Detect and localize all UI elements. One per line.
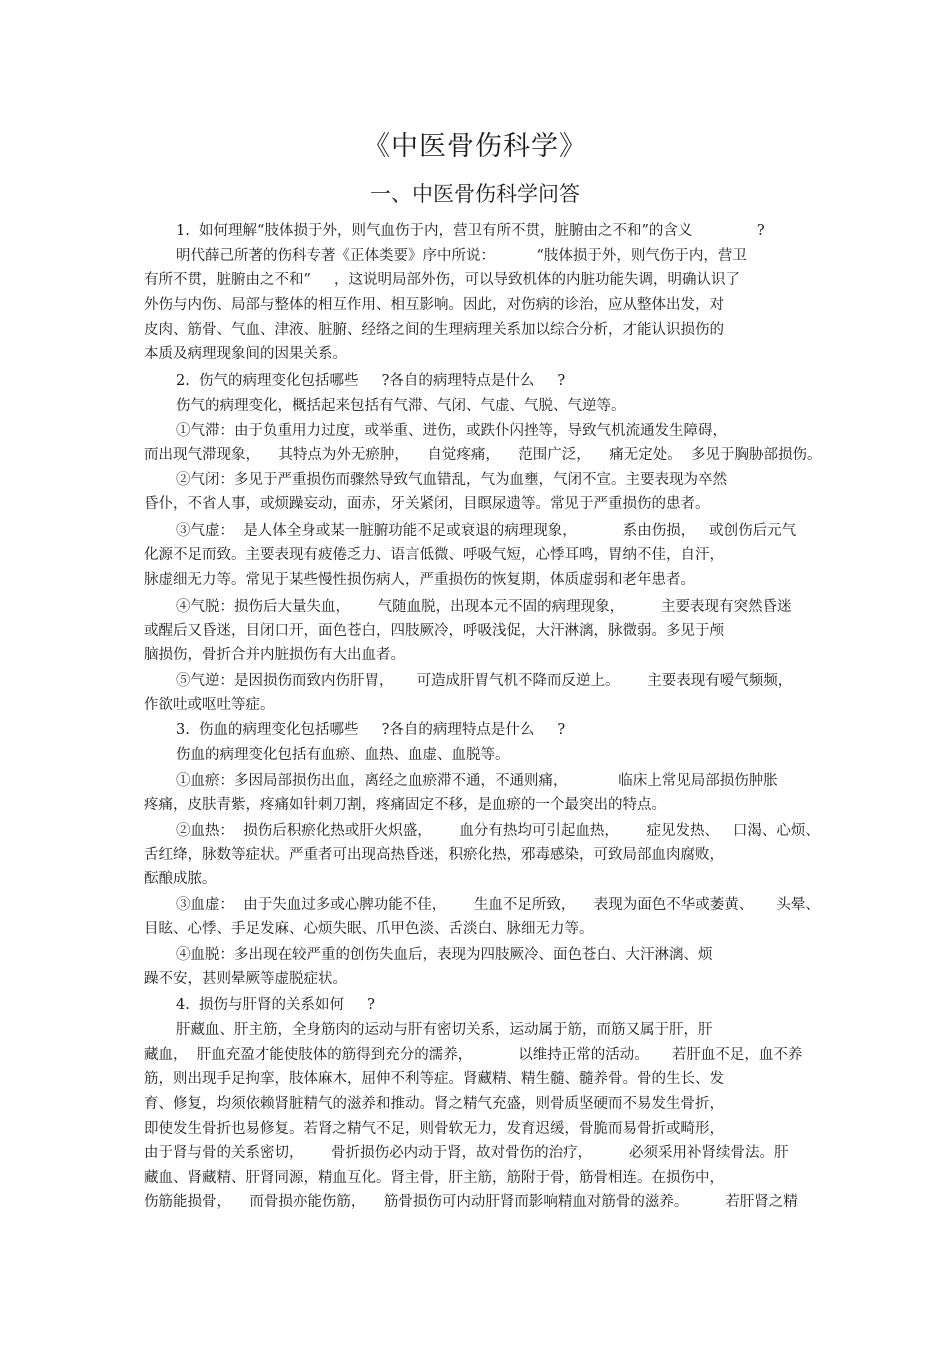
paragraph-line: ②气闭：多见于严重损伤而骤然导致气血错乱，气为血壅，气闭不宣。主要表现为卒然 xyxy=(176,472,727,488)
paragraph-line: 目眩、心悸、手足发麻、心烦失眠、爪甲色淡、舌淡白、脉细无力等。 xyxy=(144,921,594,937)
paragraph-line: 明代薛己所著的伤科专著《正体类要》序中所说： “肢体损于外，则气伤于内，营卫 xyxy=(176,248,747,264)
paragraph-line: 筋，则出现手足拘挛，肢体麻木，屈伸不利等症。肾藏精、精生髓、髓养骨。骨的生长、发 xyxy=(144,1071,724,1087)
paragraph-line: 脑损伤，骨折合并内脏损伤有大出血者。 xyxy=(144,647,405,663)
paragraph-line: 脉虚细无力等。常见于某些慢性损伤病人，严重损伤的恢复期，体质虚弱和老年患者。 xyxy=(144,572,695,588)
document-title: 《中医骨伤科学》 xyxy=(363,131,587,162)
paragraph-line: 或醒后又昏迷，目闭口开，面色苍白，四肢厥冷，呼吸浅促，大汗淋漓，脉微弱。多见于颅 xyxy=(144,623,724,639)
paragraph-line: 有所不贯，脏腑由之不和” ，这说明局部外伤，可以导致机体的内脏功能失调，明确认识了 xyxy=(144,272,740,288)
question-heading: 3. 伤血的病理变化包括哪些 ?各自的病理特点是什么 ? xyxy=(176,722,566,738)
paragraph-line: ④血脱：多出现在较严重的创伤失血后，表现为四肢厥冷、面色苍白、大汗淋漓、烦 xyxy=(176,947,713,963)
paragraph-line: 酝酿成脓。 xyxy=(144,871,217,887)
paragraph-line: ⑤气逆：是因损伤而致内伤肝胃， 可造成肝胃气机不降而反逆上。 主要表现有嗳气频频， xyxy=(176,673,793,689)
paragraph-line: 由于肾与骨的关系密切， 骨折损伤必内动于肾，故对骨伤的治疗， 必须采用补肾续骨法。肝 xyxy=(144,1145,789,1161)
paragraph-line: ③气虚： 是人体全身或某一脏腑功能不足或衰退的病理现象， 系由伤损， 或创伤后元气 xyxy=(176,523,797,539)
paragraph-line: 外伤与内伤、局部与整体的相互作用、相互影响。因此，对伤病的诊治，应从整体出发，对 xyxy=(144,297,724,313)
question-heading: 2. 伤气的病理变化包括哪些 ?各自的病理特点是什么 ? xyxy=(176,373,566,389)
paragraph-line: 化源不足而致。主要表现有疲倦乏力、语言低微、呼吸气短，心悸耳鸣，胃纳不佳，自汗， xyxy=(144,547,724,563)
paragraph-line: 藏血， 肝血充盈才能使肢体的筋得到充分的濡养， 以维持正常的活动。 若肝血不足，血不养 xyxy=(144,1047,803,1063)
paragraph-line: 伤筋能损骨， 而骨损亦能伤筋， 筋骨损伤可内动肝肾而影响精血对筋骨的滋养。 若肝肾之精 xyxy=(144,1194,798,1210)
paragraph-line: 皮肉、筋骨、气血、津液、脏腑、经络之间的生理病理关系加以综合分析，才能认识损伤的 xyxy=(144,322,724,338)
paragraph-line: 疼痛，皮肤青紫，疼痛如针刺刀割，疼痛固定不移，是血瘀的一个最突出的特点。 xyxy=(144,797,666,813)
paragraph-line: 即使发生骨折也易修复。若肾之精气不足，则骨软无力，发育迟缓，骨脆而易骨折或畸形， xyxy=(144,1121,724,1137)
paragraph-line: 昏仆，不省人事，或烦躁妄动，面赤，牙关紧闭，目瞑尿遗等。常见于严重损伤的患者。 xyxy=(144,496,710,512)
paragraph-line: 肝藏血、肝主筋，全身筋肉的运动与肝有密切关系，运动属于筋，而筋又属于肝，肝 xyxy=(176,1022,713,1038)
paragraph-line: 藏血、肾藏精、肝肾同源，精血互化。肾主骨，肝主筋，筋附于骨，筋骨相连。在损伤中， xyxy=(144,1170,724,1186)
question-heading: 4. 损伤与肝肾的关系如何 ? xyxy=(176,997,375,1013)
paragraph-line: ③血虚： 由于失血过多或心脾功能不佳， 生血不足所致， 表现为面色不华或萎黄、 头晕、 xyxy=(176,897,820,913)
paragraph-line: 伤血的病理变化包括有血瘀、血热、血虚、血脱等。 xyxy=(176,747,510,763)
paragraph-line: ①血瘀：多因局部损伤出血，离经之血瘀滞不通，不通则痛， 临床上常见局部损伤肿胀 xyxy=(176,773,778,789)
section-title: 一、中医骨伤科学问答 xyxy=(370,182,580,206)
paragraph-line: 1. 如何理解“肢体损于外，则气血伤于内，营卫有所不贯，脏腑由之不和”的含义 ? xyxy=(176,223,765,239)
paragraph-line: 伤气的病理变化，概括起来包括有气滞、气闭、气虚、气脱、气逆等。 xyxy=(176,398,626,414)
paragraph-line: ①气滞：由于负重用力过度，或举重、迸伤，或跌仆闪挫等，导致气机流通发生障碍， xyxy=(176,423,727,439)
paragraph-line: 育、修复，均须依赖肾脏精气的滋养和推动。肾之精气充盛，则骨质坚硬而不易发生骨折， xyxy=(144,1096,724,1112)
paragraph-line: ②血热： 损伤后积瘀化热或肝火炽盛， 血分有热均可引起血热， 症见发热、 口渴、心烦、 xyxy=(176,823,820,839)
paragraph-line: 躁不安，甚则晕厥等虚脱症状。 xyxy=(144,971,347,987)
paragraph-line: 作欲吐或呕吐等症。 xyxy=(144,697,275,713)
paragraph-line: ④气脱：损伤后大量失血， 气随血脱，出现本元不固的病理现象， 主要表现有突然昏迷 xyxy=(176,599,792,615)
paragraph-line: 而出现气滞现象， 其特点为外无瘀肿， 自觉疼痛， 范围广泛， 痛无定处。 多见于胸胁部损伤。 xyxy=(144,447,822,463)
paragraph-line: 本质及病理现象间的因果关系。 xyxy=(144,346,347,362)
paragraph-line: 舌红绛，脉数等症状。严重者可出现高热昏迷，积瘀化热，邪毒感染，可致局部血肉腐败， xyxy=(144,847,724,863)
